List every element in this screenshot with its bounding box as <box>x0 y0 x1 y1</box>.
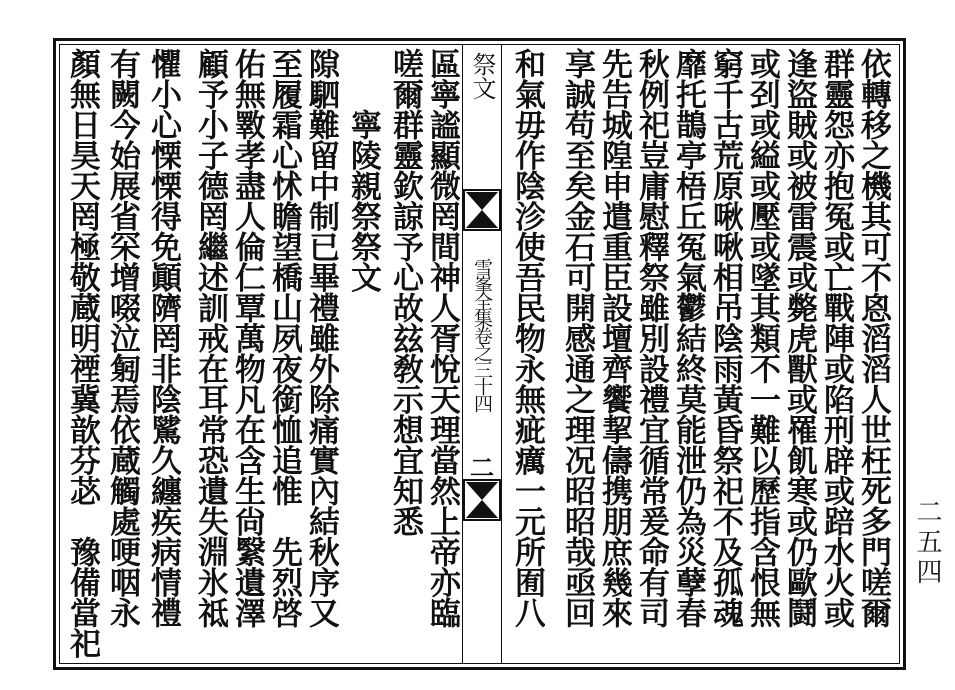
text-column: 依轉移之機其可不恖滔滔人世枉死多門嗟爾 <box>855 48 891 628</box>
text-column: 和氣毋作陰沴使吾民物永無疵癘一元所囿八 <box>509 48 545 628</box>
text-column: 享誠苟至矣金石可開感通之理况昭昭哉亟回 <box>559 48 595 628</box>
text-column: 區寧謐顯微罔間神人胥悅天理當然上帝亦臨 <box>424 48 460 628</box>
text-column: 至履霜心怵瞻望橋山夙夜銜恤追惟 先烈啓 <box>266 48 302 628</box>
text-column: 顏無日昊天罔極敬蔵明禋冀歆芬苾 豫備當祀 <box>64 48 100 658</box>
text-column: 逢盜賊或被雷震或斃虎獸或罹飢寒或仍歐鬪 <box>781 48 817 628</box>
text-column: 佑無斁孝盡人倫仁覃萬物凡在含生尙繄遺澤 <box>229 48 265 628</box>
text-column: 隙駟難留中制已畢禮雖外除痛實內結秋序又 <box>303 48 339 628</box>
text-column: 顧予小子德罔繼述訓戒在耳常恐遺失淵氷祗 <box>192 48 228 628</box>
text-column: 懼小心慄慄得免顚隮罔非陰騭久纏疾病情禮 <box>145 48 181 628</box>
text-column: 群靈怨亦抱冤或亡戰陣或陷刑辟或踣水火或 <box>818 48 854 628</box>
leaf-number: 二 <box>470 453 494 482</box>
center-section-label: 祭文 <box>468 52 496 100</box>
book-title: 雪峯全集卷之三十四 <box>471 258 493 411</box>
page-number: 二五四 <box>912 498 942 588</box>
lower-fishtail-mark <box>462 478 502 522</box>
text-column: 有闕今始展省罙增啜泣匑焉依蔵觸處哽咽永 <box>104 48 140 628</box>
text-column: 先告城隍申遣重臣設壇齊饗挈儔携朋庶幾來 <box>596 48 632 628</box>
text-column: 窮千古荒原啾啾相吊陰雨黃昏祭祀不及孤魂 <box>707 48 743 628</box>
text-column: 秋例祀豈庸慰釋祭雖別設禮宜循常爰命有司 <box>633 48 669 628</box>
text-column: 嗟爾群靈欽諒予心故玆敎示想宜知悉 <box>387 48 423 536</box>
heading-column: 寧陵親祭祭文 <box>345 48 381 292</box>
text-column: 靡托鵲亭梧丘冤氣鬱結終莫能泄仍為災孽春 <box>670 48 706 628</box>
text-column: 或刭或縊或壓或墜其類不一難以歷指含恨無 <box>744 48 780 628</box>
upper-fishtail-mark <box>462 188 502 232</box>
